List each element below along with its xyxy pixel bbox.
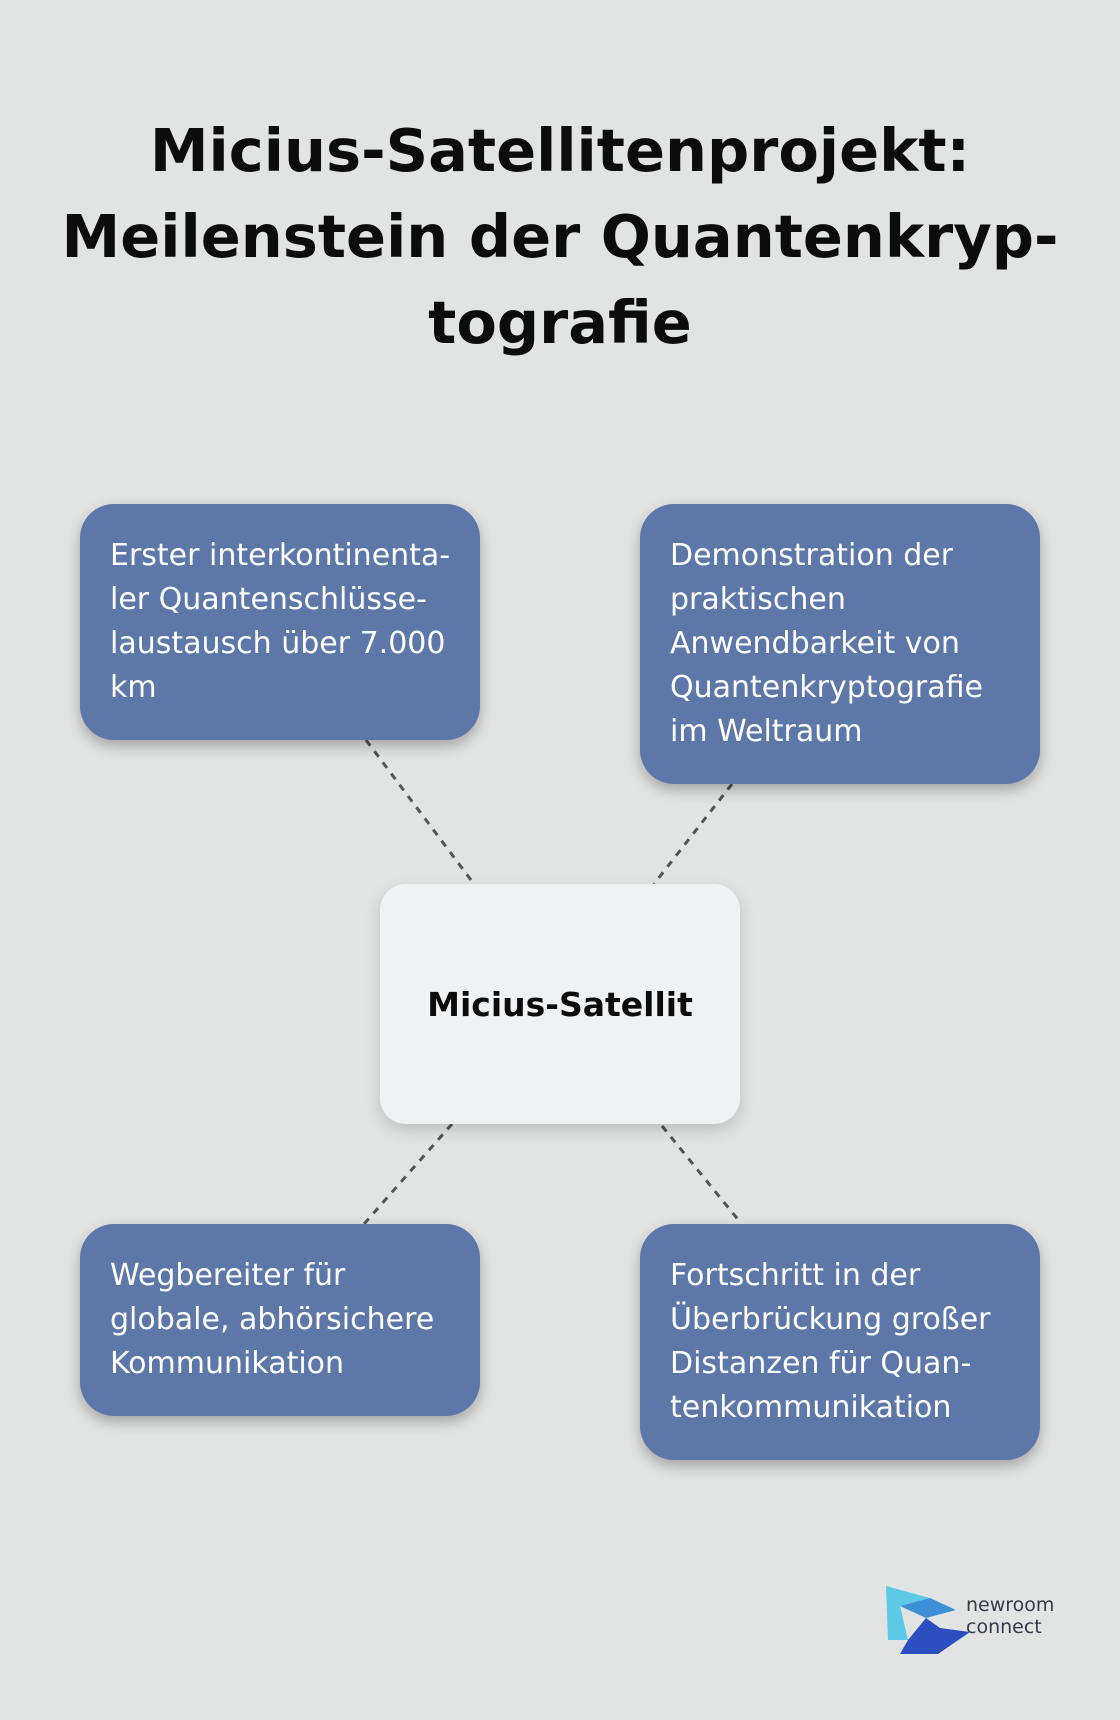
box-text-line: praktischen bbox=[670, 582, 846, 617]
box-text-line: Überbrückung großer bbox=[670, 1302, 991, 1337]
center-label: Micius-Satellit bbox=[427, 984, 693, 1024]
box-text-line: laustausch über 7.000 bbox=[110, 626, 446, 661]
logo-line-1: newroom bbox=[966, 1594, 1055, 1616]
box-text-line: tenkommunikation bbox=[670, 1390, 952, 1425]
box-practical-demonstration bbox=[640, 504, 1040, 784]
box-long-distance-progress bbox=[640, 1224, 1040, 1460]
box-text-line: Kommunikation bbox=[110, 1346, 345, 1381]
connector-top-right bbox=[654, 784, 732, 884]
box-text-line: Quantenkryptografie bbox=[670, 670, 983, 705]
logo-line-2: connect bbox=[966, 1616, 1042, 1638]
connector-bottom-right bbox=[662, 1126, 740, 1222]
connector-bottom-left bbox=[364, 1124, 452, 1224]
box-text-line: km bbox=[110, 670, 157, 705]
logo-text bbox=[966, 1594, 1054, 1638]
title-line-3: tografie bbox=[428, 288, 692, 357]
box-text-line: ler Quantenschlüsse- bbox=[110, 582, 427, 617]
center-node bbox=[380, 884, 740, 1124]
box-text-line: Distanzen für Quan- bbox=[670, 1346, 972, 1381]
logo-mark-icon bbox=[884, 1584, 970, 1656]
title-line-1: Micius-Satellitenprojekt: bbox=[149, 116, 971, 185]
box-text-line: im Weltraum bbox=[670, 714, 863, 749]
box-text-line: Erster interkontinenta- bbox=[110, 538, 451, 573]
box-text-line: globale, abhörsichere bbox=[110, 1302, 435, 1337]
box-text-line: Fortschritt in der bbox=[670, 1258, 921, 1293]
title-line-2: Meilenstein der Quantenkryp- bbox=[61, 202, 1059, 271]
connector-top-left bbox=[366, 740, 474, 884]
box-intercontinental-key-exchange bbox=[80, 504, 480, 740]
box-global-communication bbox=[80, 1224, 480, 1416]
box-text-line: Demonstration der bbox=[670, 538, 954, 573]
box-text-line: Wegbereiter für bbox=[110, 1258, 346, 1293]
newroom-connect-logo bbox=[884, 1584, 1064, 1656]
box-text-line: Anwendbarkeit von bbox=[670, 626, 960, 661]
